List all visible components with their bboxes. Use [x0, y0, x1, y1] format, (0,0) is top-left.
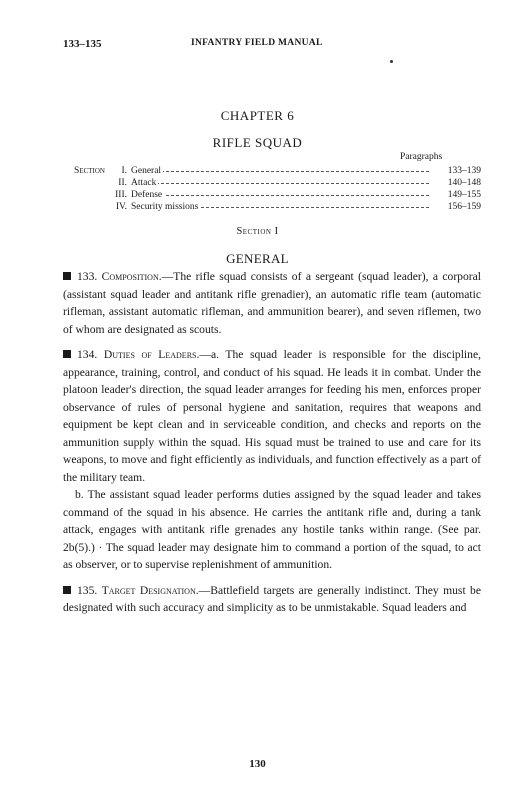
paragraph-text: —The rifle squad consists of a sergeant (squad leader), a corporal (assistant squad leader and antitank rifle grenadier), an automatic rifle team (automatic rifleman, assistant automatic rifleman, and ammunition bearer), and seven riflemen, two of whom are designated as scouts.	[63, 270, 481, 336]
toc-leader-dots	[131, 171, 429, 172]
paragraph-caption: Composition.	[101, 270, 162, 283]
toc-section-name: General	[131, 166, 162, 176]
paragraph-text-b: b. The assistant squad leader performs duties assigned by the squad leader and takes command of the squad in his absence. He carries the antitank rifle and, during a tank attack, engages with antitank rifle grenades any hostile tanks within range. (See par. 2b(5).) · The squad leader may designate him to command a portion of the squad, to act as observer, or to supervise replenishment of ammunition.	[63, 488, 481, 571]
toc-column-label: Paragraphs	[400, 152, 443, 162]
toc-row	[63, 165, 481, 177]
paragraph-number: 133.	[77, 270, 98, 283]
header-paragraph-range: 133–135	[63, 38, 102, 50]
toc-numeral: I.	[121, 166, 127, 176]
toc-numeral: IV.	[115, 202, 127, 212]
toc-row	[63, 201, 481, 213]
toc-paragraph-range: 149–155	[431, 189, 481, 201]
paragraph-number: 134.	[77, 348, 98, 361]
paragraph-text: —Battlefield targets are generally indistinct. They must be designated with such accuracy and simplicity as to be unmistakable. Squad leaders and	[63, 583, 481, 614]
paragraph-text-a: —a. The squad leader is responsible for the discipline, appearance, training, control, and conduct of his squad. He leads it in combat. Under the platoon leader's direction, the squad leader arranges for feeding his men, enforces proper observance of rules of personal hygiene and sanitation, requires that weapons and equipment be kept clean and in serviceable condition, and checks and reports on the ammunition supply within the squad. His squad must be trained to use and care for its weapons, to move and fight efficiently as individuals, and function effectively as a part of the military team.	[63, 348, 481, 484]
paragraph-bullet-icon	[63, 350, 71, 358]
paragraph-bullet-icon	[63, 272, 71, 280]
paragraph-caption: Target Designation.	[101, 583, 199, 597]
toc-leader-dots	[131, 183, 429, 184]
chapter-number: CHAPTER 6	[220, 108, 295, 123]
section-heading: Section I	[236, 226, 279, 237]
toc-row	[63, 177, 481, 189]
paragraph-133	[63, 268, 481, 338]
paragraph-134	[63, 346, 481, 486]
running-header	[63, 38, 481, 54]
toc-leader-dots	[131, 195, 429, 196]
section-title: GENERAL	[226, 251, 289, 266]
paragraph-number: 135.	[77, 583, 98, 597]
toc-paragraph-range: 140–148	[431, 177, 481, 189]
body-text	[63, 268, 481, 617]
toc-section-name: Attack	[131, 178, 157, 188]
paragraph-134-b	[63, 486, 481, 574]
paragraph-caption: Duties of Leaders.	[103, 348, 200, 361]
toc-section-name: Security missions	[131, 202, 199, 212]
toc-section-word: Section	[74, 166, 105, 176]
toc-section-name: Defense	[131, 190, 163, 200]
toc-paragraph-range: 133–139	[431, 165, 481, 177]
table-of-contents	[63, 165, 481, 213]
toc-row	[63, 189, 481, 201]
paragraph-135	[63, 582, 481, 617]
toc-paragraph-range: 156–159	[431, 201, 481, 213]
paragraph-bullet-icon	[63, 586, 71, 594]
chapter-title: RIFLE SQUAD	[212, 135, 303, 150]
header-running-title: INFANTRY FIELD MANUAL	[191, 38, 323, 48]
toc-numeral: III.	[115, 190, 127, 200]
page-number: 130	[249, 758, 266, 770]
print-speck	[390, 60, 393, 63]
toc-numeral: II.	[118, 178, 127, 188]
